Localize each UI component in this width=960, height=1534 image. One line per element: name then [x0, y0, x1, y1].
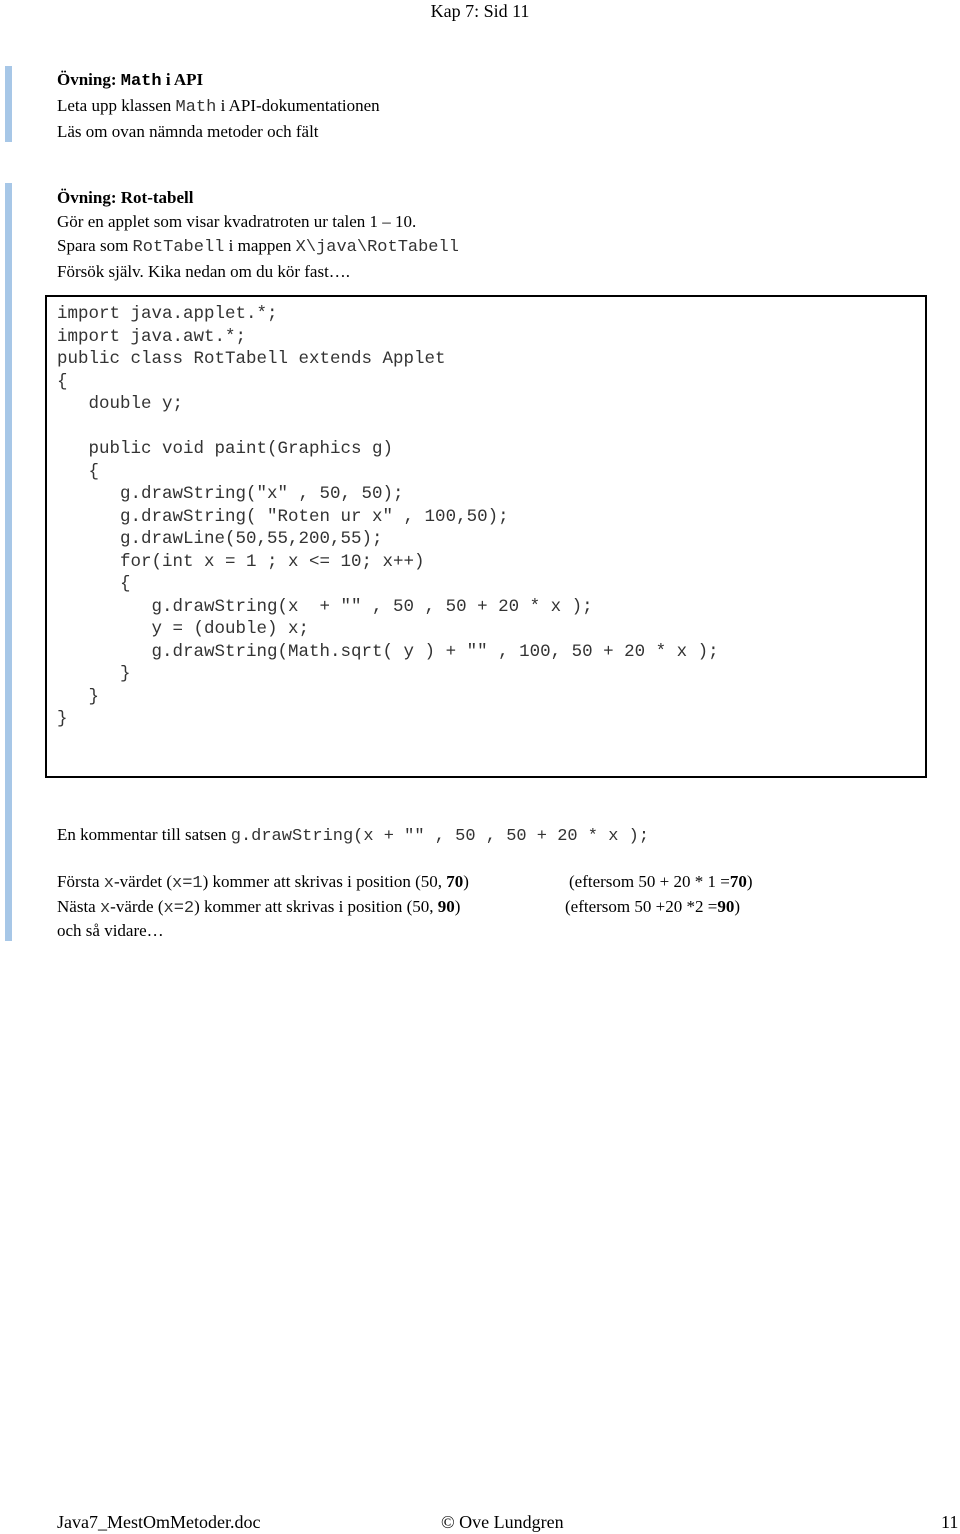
page-footer [0, 1510, 960, 1534]
margin-bar [5, 66, 12, 142]
commentary-row-note: (eftersom 50 +20 *2 =90) [565, 897, 740, 916]
commentary-row: Nästa x-värde (x=2) kommer att skrivas i position (50, 90) [57, 897, 461, 918]
footer-filename: Java7_MestOmMetoder.doc [57, 1512, 261, 1532]
commentary-row: Första x-värdet (x=1) kommer att skrivas i position (50, 70) [57, 872, 469, 893]
exercise-title: Övning: Math i API [57, 70, 204, 91]
exercise-instruction: Försök själv. Kika nedan om du kör fast…. [57, 262, 351, 281]
commentary-row: och så vidare… [57, 921, 164, 940]
exercise-rot-tabell [57, 186, 459, 284]
commentary-row-note: (eftersom 50 + 20 * 1 =70) [569, 872, 753, 891]
footer-page-number: 11 [941, 1512, 959, 1532]
exercise-instruction: Spara som RotTabell i mappen X\java\RotTabell [57, 236, 459, 257]
footer-copyright: © Ove Lundgren [441, 1512, 564, 1532]
commentary-intro: En kommentar till satsen g.drawString(x + "" , 50 , 50 + 20 * x ); [57, 825, 650, 846]
code-commentary [57, 823, 649, 849]
exercise-math-api [57, 68, 380, 144]
exercise-title: Övning: Rot-tabell [57, 188, 194, 207]
page-header-text: Kap 7: Sid 11 [430, 1, 530, 21]
exercise-instruction: Leta upp klassen Math i API-dokumentationen [57, 96, 380, 117]
exercise-instruction: Läs om ovan nämnda metoder och fält [57, 122, 319, 141]
page-header [0, 0, 960, 22]
margin-bar [5, 183, 12, 941]
exercise-instruction: Gör en applet som visar kvadratroten ur talen 1 – 10. [57, 212, 417, 231]
code-listing: import java.applet.*; import java.awt.*; public class RotTabell extends Applet { double y; public void paint(Graphics g) { g.drawString("x" , 50, 50); g.drawString( "Roten ur x" , 100,50); g.drawLine(50,55,200,55); for(int x = 1 ; x <= 10; x++) { g.drawString(x + "" , 50 , 50 + 20 * x ); y = (double) x; g.drawString(Math.sqrt( y ) + "" , 100, 50 + 20 * x ); } } } [57, 304, 719, 729]
code-listing-box [45, 295, 927, 778]
